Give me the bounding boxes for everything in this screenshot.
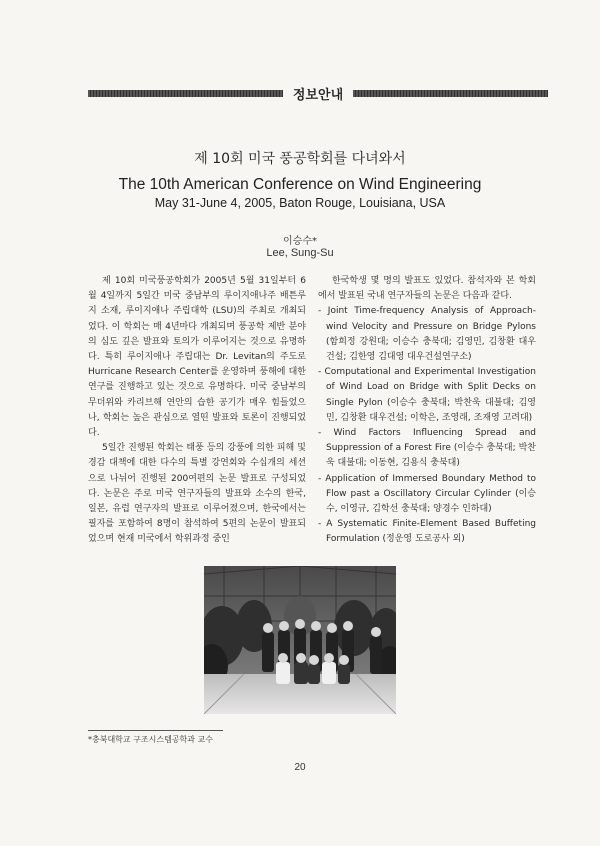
paper-list bbox=[318, 304, 536, 547]
body-paragraph: 제 10회 미국풍공학회가 2005년 5월 31일부터 6월 4일까지 5일간 미국 중남부의 루이지애나주 배튼루지 소재, 루이지애나 주립대학 (LSU)의 주최로 개최되었다. 이 학회는 매 4년마다 개최되며 풍공학 제반 분야의 심도 깊은 발표와 토의가 이루어지는 것으로 유명하다. 특히 루이지애나 주립대는 Dr. Levitan의 주도로 Hurricane Research Center를 운영하며 풍해에 대한 연구를 진행하고 있는 것으로 유명하다. 미국 중남부의 무더위와 카리브해 연안의 습한 공기가 매우 힘들었으나, 학회는 높은 관심으로 열띤 발표와 토론이 진행되었다. bbox=[88, 276, 306, 439]
article-title-korean: 제 10회 미국 풍공학회를 다녀와서 bbox=[194, 151, 406, 167]
section-header bbox=[88, 86, 548, 103]
right-column bbox=[318, 274, 536, 548]
body-paragraph: 5일간 진행된 학회는 태풍 등의 강풍에 의한 피해 및 경감 대책에 대한 다수의 특별 강연회와 수십개의 세션으로 나뉘어 진행된 200여편의 논문 발표로 구성되었다. 논문은 주로 미국 연구자들의 발표와 소수의 한국, 일본, 유럽 연구자의 발표로 이루어졌으며, 한국에서는 필자를 포함하여 8명이 참석하여 5편의 논문이 발표되었으며 현재 미국에서 학위과정 중인 bbox=[88, 443, 306, 545]
author-english: Lee, Sung-Su bbox=[266, 247, 334, 259]
article-title-english: The 10th American Conference on Wind Engineering bbox=[118, 176, 482, 193]
footnote-divider bbox=[88, 730, 223, 731]
paper-item: - Joint Time-frequency Analysis of Approach-wind Velocity and Pressure on Bridge Pylons (함희정 강원대; 이승수 충북대; 김영민, 김창환 대우건설; 김한영 김대영 대우건설연구소) bbox=[318, 306, 536, 363]
group-photo bbox=[204, 566, 396, 714]
conference-dates: May 31-June 4, 2005, Baton Rouge, Louisiana, USA bbox=[154, 196, 446, 210]
paper-item: - Computational and Experimental Investigation of Wind Load on Bridge with Split Decks on Single Pylon (이승수 충북대; 박찬욱 대불대; 김영민, 김창환 대우건설; 이학은, 조영래, 조재영 고려대) bbox=[318, 367, 536, 423]
header-bar-left bbox=[88, 90, 283, 97]
header-bar-right bbox=[353, 90, 548, 97]
section-label: 정보안내 bbox=[292, 87, 344, 103]
paper-item: - Wind Factors Influencing Spread and Suppression of a Forest Fire (이승수 충북대; 박찬욱 대불대; 이동현, 김용식 충북대) bbox=[318, 428, 536, 469]
paper-item: - A Systematic Finite-Element Based Buffeting Formulation (정운영 도로공사 외) bbox=[318, 519, 536, 545]
page-number: 20 bbox=[294, 762, 306, 773]
author-korean: 이승수* bbox=[283, 236, 317, 247]
paper-item: - Application of Immersed Boundary Method to Flow past a Oscillatory Circular Cylinder (이승수, 이영규, 김학선 충북대; 양경수 인하대) bbox=[318, 473, 536, 515]
papers-intro: 한국학생 몇 명의 발표도 있었다. 참석자와 본 학회에서 발표된 국내 연구자들의 논문은 다음과 같다. bbox=[318, 276, 536, 302]
author-affiliation-footnote: *충북대학교 구조시스템공학과 교수 bbox=[88, 735, 214, 744]
left-column bbox=[88, 274, 306, 548]
